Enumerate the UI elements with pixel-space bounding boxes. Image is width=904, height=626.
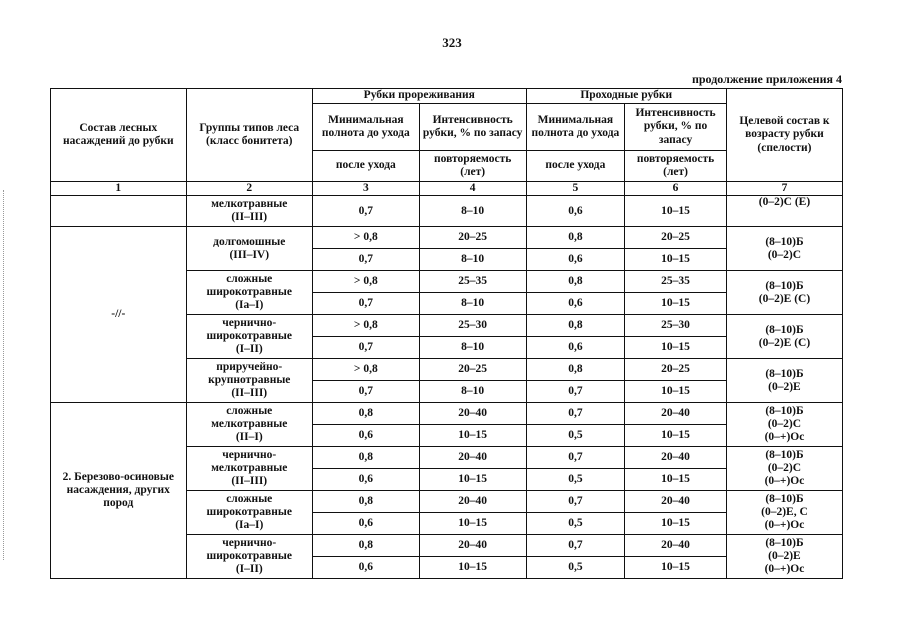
data-cell: 25–35 — [625, 271, 727, 293]
data-cell: 0,7 — [312, 249, 419, 271]
target-cell: (8–10)Б (0–2)Е — [726, 359, 842, 403]
data-cell: 0,7 — [312, 381, 419, 403]
header-thinning: Рубки прореживания — [312, 89, 526, 104]
data-cell: 0,6 — [312, 513, 419, 535]
data-cell: 10–15 — [625, 196, 727, 227]
data-cell: 25–30 — [625, 315, 727, 337]
data-cell: 8–10 — [419, 337, 526, 359]
data-cell: 0,7 — [312, 196, 419, 227]
data-cell: 8–10 — [419, 381, 526, 403]
header-after-thinning: после ухода — [312, 151, 419, 182]
data-cell: 0,8 — [526, 227, 625, 249]
forest-type-cell: сложные мелкотравные (II–I) — [186, 403, 312, 447]
continuation-note: продолжение приложения 4 — [691, 72, 842, 86]
header-intensity-passage: Интенсивность рубки, % по запасу — [625, 104, 727, 151]
forest-type-cell: сложные широкотравные (Ia–I) — [186, 491, 312, 535]
data-cell: 0,7 — [526, 535, 625, 557]
data-cell: 0,5 — [526, 557, 625, 579]
data-cell: 0,8 — [526, 359, 625, 381]
data-cell: 20–40 — [419, 403, 526, 425]
data-cell: 0,6 — [312, 469, 419, 491]
data-cell: 10–15 — [625, 381, 727, 403]
data-cell: 0,5 — [526, 513, 625, 535]
forest-type-cell: приручейно- крупнотравные (II–III) — [186, 359, 312, 403]
data-cell: > 0,8 — [312, 227, 419, 249]
forest-type-cell: чернично- мелкотравные (II–III) — [186, 447, 312, 491]
header-passage-cutting: Проходные рубки — [526, 89, 726, 104]
header-intensity-thinning: Интенсивность рубки, % по запасу — [419, 104, 526, 151]
forest-type-cell: долгомошные (III–IV) — [186, 227, 312, 271]
data-cell: 25–35 — [419, 271, 526, 293]
target-cell: (8–10)Б (0–2)Е (0–+)Ос — [726, 535, 842, 579]
forest-type-cell: чернично- широкотравные (I–II) — [186, 315, 312, 359]
header-min-density-passage: Минимальная полнота до ухода — [526, 104, 625, 151]
data-cell: 25–30 — [419, 315, 526, 337]
target-cell: (8–10)Б (0–2)С (0–+)Ос — [726, 447, 842, 491]
data-cell: 20–40 — [625, 535, 727, 557]
target-cell: (8–10)Б (0–2)С — [726, 227, 842, 271]
data-cell: 0,6 — [526, 249, 625, 271]
data-cell: 0,6 — [312, 557, 419, 579]
data-cell: 0,7 — [312, 293, 419, 315]
data-cell: 0,5 — [526, 469, 625, 491]
table-row — [51, 403, 843, 425]
data-cell: 0,8 — [312, 491, 419, 513]
data-cell: 10–15 — [419, 469, 526, 491]
data-cell: 0,8 — [312, 535, 419, 557]
data-cell: 0,6 — [526, 196, 625, 227]
data-cell: 10–15 — [625, 425, 727, 447]
column-number: 5 — [526, 182, 625, 196]
table-row — [51, 227, 843, 249]
data-cell: 10–15 — [625, 469, 727, 491]
data-cell: 10–15 — [625, 293, 727, 315]
data-cell: 8–10 — [419, 293, 526, 315]
data-cell: 0,8 — [526, 315, 625, 337]
data-cell: 0,6 — [526, 337, 625, 359]
header-repeat-passage: повторяемость (лет) — [625, 151, 727, 182]
forest-type-cell: сложные широкотравные (Ia–I) — [186, 271, 312, 315]
data-cell: > 0,8 — [312, 315, 419, 337]
forest-type-cell: мелкотравные (II–III) — [186, 196, 312, 227]
composition-cell-ditto: -//- — [51, 227, 187, 403]
header-min-density-thinning: Минимальная полнота до ухода — [312, 104, 419, 151]
data-cell: 20–40 — [625, 447, 727, 469]
column-number: 3 — [312, 182, 419, 196]
column-number: 7 — [726, 182, 842, 196]
data-cell: > 0,8 — [312, 271, 419, 293]
column-number: 4 — [419, 182, 526, 196]
data-cell: 0,6 — [312, 425, 419, 447]
data-cell: 20–40 — [419, 447, 526, 469]
data-cell: 10–15 — [625, 513, 727, 535]
data-cell: 20–25 — [419, 359, 526, 381]
composition-cell-birch-aspen: 2. Березово-осиновые насаждения, других пород — [51, 403, 187, 579]
page-number: 323 — [442, 35, 462, 50]
data-cell: 0,8 — [312, 403, 419, 425]
column-number: 2 — [186, 182, 312, 196]
data-cell: 0,7 — [526, 447, 625, 469]
header-target-composition: Целевой состав к возрасту рубки (спелости) — [726, 89, 842, 182]
data-cell: 10–15 — [419, 513, 526, 535]
data-cell: 0,7 — [526, 491, 625, 513]
column-number: 1 — [51, 182, 187, 196]
data-cell: 20–40 — [625, 403, 727, 425]
data-cell: 0,6 — [526, 293, 625, 315]
data-cell: 10–15 — [625, 557, 727, 579]
column-number: 6 — [625, 182, 727, 196]
forest-type-cell: чернично- широкотравные (I–II) — [186, 535, 312, 579]
target-cell: (8–10)Б (0–2)Е (С) — [726, 315, 842, 359]
data-cell: 0,7 — [526, 403, 625, 425]
table-row — [51, 196, 843, 227]
composition-cell-empty — [51, 196, 187, 227]
data-cell: 8–10 — [419, 196, 526, 227]
data-cell: 20–25 — [625, 359, 727, 381]
data-cell: 10–15 — [419, 557, 526, 579]
header-after-passage: после ухода — [526, 151, 625, 182]
target-cell: (0–2)С (Е) — [726, 196, 842, 227]
header-forest-type: Группы типов леса (класс бонитета) — [186, 89, 312, 182]
column-number-row — [51, 182, 843, 196]
data-cell: 10–15 — [625, 337, 727, 359]
scan-edge-mark — [3, 190, 6, 560]
data-cell: 20–40 — [625, 491, 727, 513]
data-cell: 20–40 — [419, 535, 526, 557]
data-cell: 0,7 — [312, 337, 419, 359]
data-cell: 10–15 — [625, 249, 727, 271]
data-cell: 0,5 — [526, 425, 625, 447]
header-repeat-thinning: повторяемость (лет) — [419, 151, 526, 182]
data-cell: 20–25 — [625, 227, 727, 249]
target-cell: (8–10)Б (0–2)Е, С (0–+)Ос — [726, 491, 842, 535]
data-cell: 0,8 — [526, 271, 625, 293]
thinning-regulations-table — [50, 88, 843, 579]
header-composition: Состав лесных насаждений до рубки — [51, 89, 187, 182]
data-cell: > 0,8 — [312, 359, 419, 381]
data-cell: 0,7 — [526, 381, 625, 403]
data-cell: 8–10 — [419, 249, 526, 271]
data-cell: 20–40 — [419, 491, 526, 513]
target-cell: (8–10)Б (0–2)Е (С) — [726, 271, 842, 315]
data-cell: 0,8 — [312, 447, 419, 469]
data-cell: 20–25 — [419, 227, 526, 249]
target-cell: (8–10)Б (0–2)С (0–+)Ос — [726, 403, 842, 447]
data-cell: 10–15 — [419, 425, 526, 447]
